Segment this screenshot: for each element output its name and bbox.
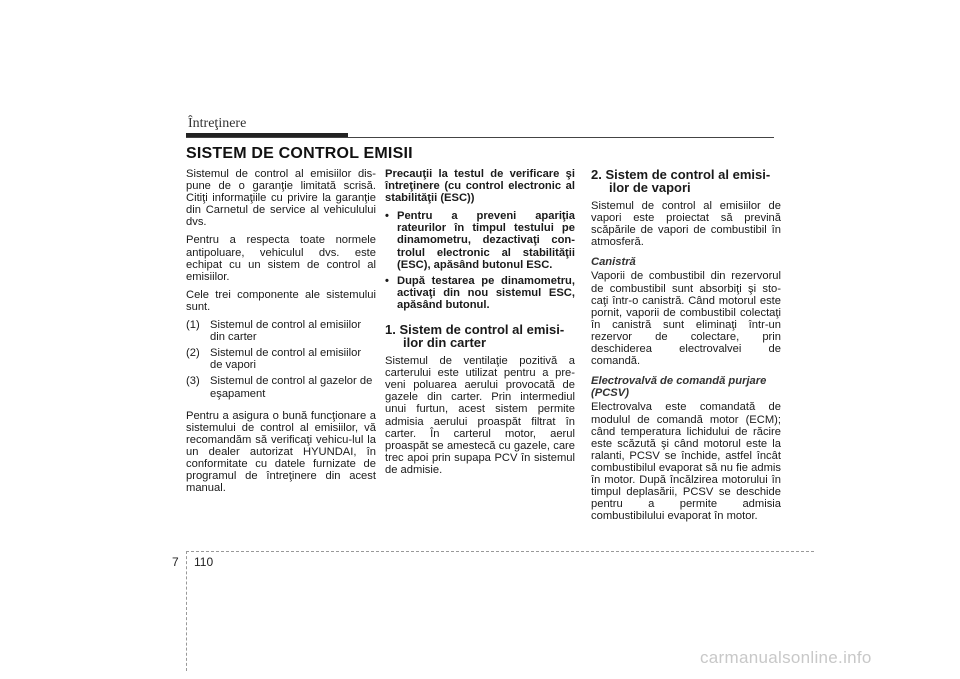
chapter-header: Întreţinere [188,116,247,131]
paragraph: Sistemul de control al emisiilor dis-pune de o garanţie limitată scrisă. Citiţi informaţiile cu privire la garanţie din Carnetul de service al vehiculului dvs. [186,168,376,229]
heading-line: 1. Sistem de control al emisi- [385,322,565,338]
heading-line: ilor de vapori [609,180,691,195]
list-text: Sistemul de control al emisiilor din carter [210,319,362,344]
esc-precautions-intro: Precauţii la testul de verificare şi întreţinere (cu control electronic al stabilităţii (ESC)) [385,168,575,205]
watermark: carmanualsonline.info [700,648,872,667]
list-number: (1) [186,319,200,332]
paragraph: Sistemul de control al emisiilor de vapori este proiectat să prevină scăpările de vapori de combustibil în atmosferă. [591,200,781,249]
subsection-heading [591,168,781,194]
column-right [591,168,781,528]
list-text: Sistemul de control al emisiilor de vapori [210,347,362,372]
paragraph: Sistemul de ventilaţie pozitivă a carterului este utilizat pentru a pre-veni poluarea aerului provocată de gazele din carter. Prin intermediul unui furtun, acest sistem permite admisia aerului proaspăt filtrat în carter. În carterul motor, aerul proaspăt se amestecă cu gazele, care trec apoi prin supapa PCV în sistemul de admisie. [385,355,575,476]
header-rule-thin [186,137,774,138]
paragraph: Pentru a respecta toate normele antipoluare, vehiculul dvs. este echipat cu un sistem de control al emisiilor. [186,234,376,283]
column-middle [385,168,575,482]
paragraph: Pentru a asigura o bună funcţionare a sistemului de control al emisiilor, vă recomandăm să verificaţi vehicu-lul la un dealer autorizat HYUNDAI, în conformitate cu datele furnizate de programul de întreţinere din acest manual. [186,409,376,495]
section-title: SISTEM DE CONTROL EMISII [186,145,413,162]
list-item [186,375,376,399]
pcsv-heading: Electrovalvă de comandă purjare (PCSV) [591,375,767,400]
footer-rule [186,551,814,552]
column-left [186,168,376,500]
footer-vertical-rule [186,551,187,671]
bullet-icon: • [385,210,389,223]
list-number: (2) [186,347,200,360]
heading-line: ilor din carter [403,335,487,351]
bullet-item [385,210,575,270]
heading-line: 2. Sistem de control al emisi- [591,167,771,182]
paragraph: Vaporii de combustibil din rezervorul de combustibil sunt absorbiţi şi sto-caţi într-o canistră. Când motorul este pornit, vaporii de combustibil colectaţi în canistră sunt eliminaţi într-un rezervor de colectare, prin deschiderea electrovalvei de comandă. [591,270,781,368]
canister-heading: Canistră [591,256,636,269]
chapter-number: 7 [172,555,179,569]
bullet-text: După testarea pe dinamometru, activaţi din nou sistemul ESC, apăsând butonul. [397,274,575,311]
list-item [186,319,376,343]
list-text: Sistemul de control al gazelor de eşapament [210,375,373,400]
list-item [186,347,376,371]
bullet-text: Pentru a preveni apariţia rateurilor în timpul testului pe dinamometru, dezactivaţi con-trolul electronic al stabilităţii (ESC), apăsând butonul ESC. [397,210,575,271]
list-number: (3) [186,375,200,388]
bullet-item [385,275,575,311]
bullet-icon: • [385,274,389,287]
paragraph: Electrovalva este comandată de modulul de comandă motor (ECM); când temperatura lichidului de răcire este scăzută şi când motorul este la ralanti, PCSV se închide, astfel încât combustibilul evaporat să nu fie admis în motor. După încălzirea motorului în timpul deplasării, PCSV se deschide pentru a permite admisia combustibilului evaporat în motor. [591,401,781,523]
subsection-heading [385,323,575,349]
paragraph: Cele trei componente ale sistemului sunt. [186,288,376,313]
page-number: 110 [194,555,214,569]
